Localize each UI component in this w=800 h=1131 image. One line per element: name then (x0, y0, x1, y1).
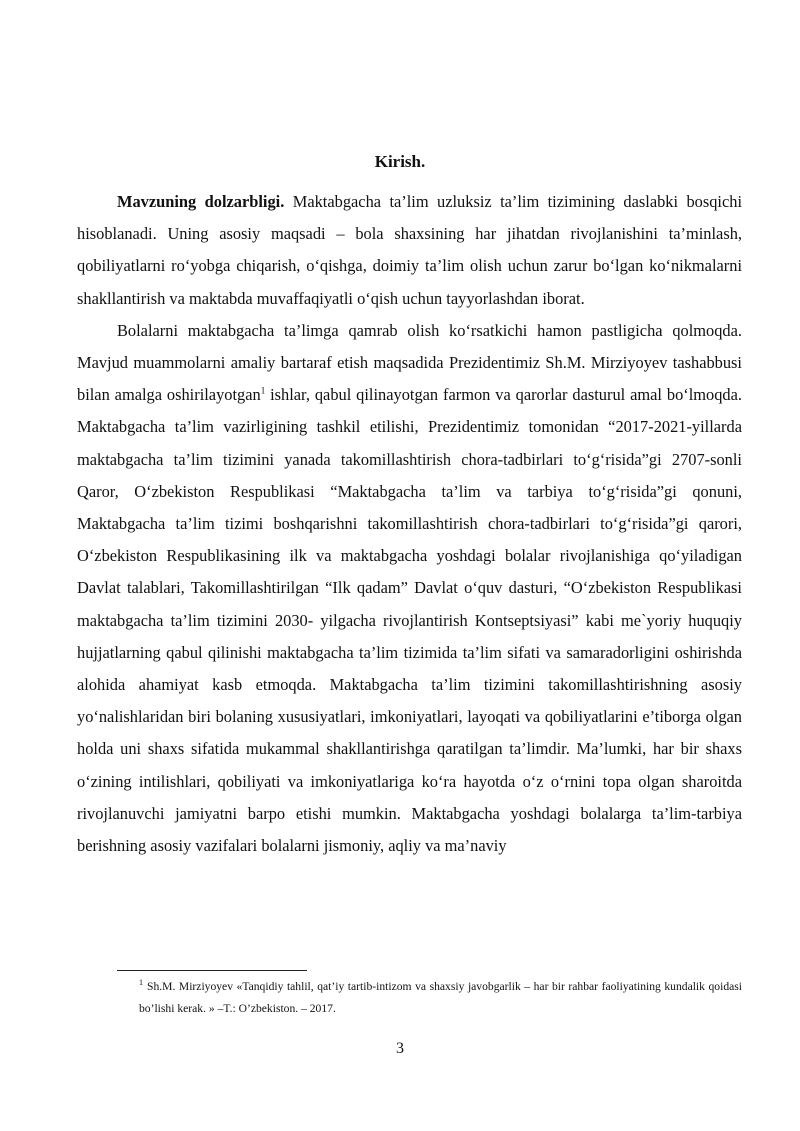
footnote-number: 1 (139, 978, 143, 988)
paragraph-text: Maktabgacha ta’lim uzluksiz ta’lim tizimining daslabki bosqichi hisoblanadi. Uning asosiy maqsadi – bola shaxsining har jihatdan rivojlanishini ta’minlash, qobiliyatlarni ro‘yobga chiqarish, o‘qishga, doimiy ta’lim olish uchun zarur bo‘lgan ko‘nikmalarni shakllantirish va maktabda muvaffaqiyatli o‘qish uchun tayyorlashdan iborat. (77, 192, 743, 308)
footnote (139, 976, 742, 1020)
page-number: 3 (396, 1040, 404, 1057)
footnote-reference[interactable]: 1 (260, 385, 266, 396)
paragraph-relevance (77, 186, 742, 315)
footnote-text: Sh.M. Mirziyoyev «Tanqidiy tahlil, qat’iy tartib-intizom va shaxsiy javobgarlik – har bir rahbar faoliyatining kundalik qoidasi bo’lishi kerak. » –T.: O’zbekiston. – 2017. (139, 980, 742, 1015)
body-text (77, 186, 742, 862)
paragraph-text: Bolalarni maktabgacha ta’limga qamrab olish ko‘rsatkichi hamon pastligicha qolmoqda. Mavjud muammolarni amaliy bartaraf etish maqsadida Prezidentimiz Sh.M. Mirziyoyev tashabbusi bilan amalga oshirilayotgan (77, 320, 742, 405)
paragraph-preschool-coverage (77, 315, 742, 862)
section-heading: Kirish. (374, 152, 426, 171)
footnote-divider (117, 970, 307, 971)
paragraph-lead: Mavzuning dolzarbligi. (117, 192, 285, 211)
paragraph-text: ishlar, qabul qilinayotgan farmon va qarorlar dasturul amal bo‘lmoqda. Maktabgacha ta’lim vazirligining tashkil etilishi, Prezidentimiz tomonidan “2017-2021-yillarda maktabgacha ta’lim tizimini yanada takomillashtirish chora-tadbirlari to‘g‘risida”gi 2707-sonli Qaror, O‘zbekiston Respublikasi “Maktabgacha ta’lim va tarbiya to‘g‘risida”gi qonuni, Maktabgacha ta’lim tizimi boshqarishni takomillashtirish chora-tadbirlari to‘g‘risida”gi qarori, O‘zbekiston Respublikasining ilk va maktabgacha yoshdagi bolalar rivojlanishiga qo‘yiladigan Davlat talablari, Takomillashtirilgan “Ilk qadam” Davlat o‘quv dasturi, “O‘zbekiston Respublikasi maktabgacha ta’lim tizimini 2030- yilgacha rivojlantirish Kontseptsiyasi” kabi me`yoriy huquqiy hujjatlarning qabul qilinishi maktabgacha ta’lim tizimida ta’lim sifati va samaradorligini oshirishda alohida ahamiyat kasb etmoqda. Maktabgacha ta’lim tizimini takomillashtirishning asosiy yo‘nalishlaridan biri bolaning xususiyatlari, imkoniyatlari, layoqati va qobiliyatlarini e’tiborga olgan holda uni shaxs sifatida mukammal shakllantirishga qaratilgan ta’limdir. Ma’lumki, har bir shaxs o‘zining intilishlari, qobiliyati va imkoniyatlariga ko‘ra hayotda o‘z o‘rnini topa olgan sharoitda rivojlanuvchi jamiyatni barpo etishi mumkin. Maktabgacha yoshdagi bolalarga ta’lim-tarbiya berishning asosiy vazifalari bolalarni jismoniy, aqliy va ma’naviy (77, 385, 742, 856)
